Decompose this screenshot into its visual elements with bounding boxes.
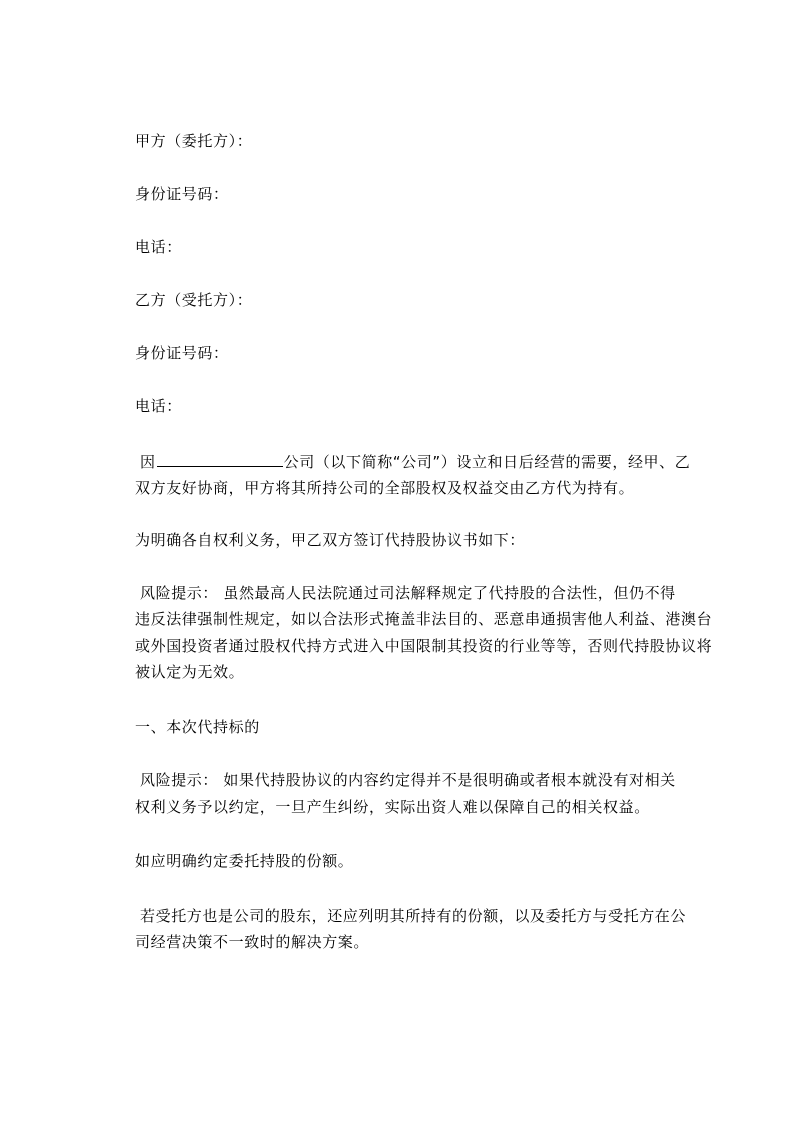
- recital-line-1: [140, 449, 690, 475]
- risk-notice-2-line-2: 权利义务予以约定，一旦产生纠纷，实际出资人难以保障自己的相关权益。: [135, 798, 650, 816]
- party-b-phone-label: 电话：: [135, 397, 182, 415]
- recital-prefix: 因: [140, 453, 156, 471]
- recital-rest: 公司（以下简称“公司”）设立和日后经营的需要，经甲、乙: [283, 453, 691, 471]
- company-name-blank: [157, 451, 283, 467]
- clause-trustee-line-1: 若受托方也是公司的股东，还应列明其所持有的份额，以及委托方与受托方在公: [140, 907, 687, 925]
- risk-notice-2-line-1: 风险提示： 如果代持股协议的内容约定得并不是很明确或者根本就没有对相关: [140, 771, 676, 789]
- risk-notice-1-line-3: 或外国投资者通过股权代持方式进入中国限制其投资的行业等等，否则代持股协议将: [135, 637, 713, 655]
- clause-share: 如应明确约定委托持股的份额。: [135, 852, 354, 870]
- intro-paragraph: 为明确各自权利义务，甲乙双方签订代持股协议书如下：: [135, 531, 526, 549]
- party-a-label: 甲方（委托方）：: [135, 132, 253, 150]
- clause-trustee-line-2: 司经营决策不一致时的解决方案。: [135, 933, 370, 951]
- party-a-phone-label: 电话：: [135, 238, 182, 256]
- section-1-heading: 一、本次代持标的: [135, 718, 260, 736]
- risk-notice-1-line-2: 违反法律强制性规定，如以合法形式掩盖非法目的、恶意串通损害他人利益、港澳台: [135, 610, 713, 628]
- party-a-id-label: 身份证号码：: [135, 185, 229, 203]
- risk-notice-1-line-4: 被认定为无效。: [135, 663, 245, 681]
- risk-notice-1-line-1: 风险提示： 虽然最高人民法院通过司法解释规定了代持股的合法性，但仍不得: [140, 584, 676, 602]
- party-b-label: 乙方（受托方）：: [135, 291, 253, 309]
- recital-line-2: 双方友好协商，甲方将其所持公司的全部股权及权益交由乙方代为持有。: [135, 479, 635, 497]
- party-b-id-label: 身份证号码：: [135, 344, 229, 362]
